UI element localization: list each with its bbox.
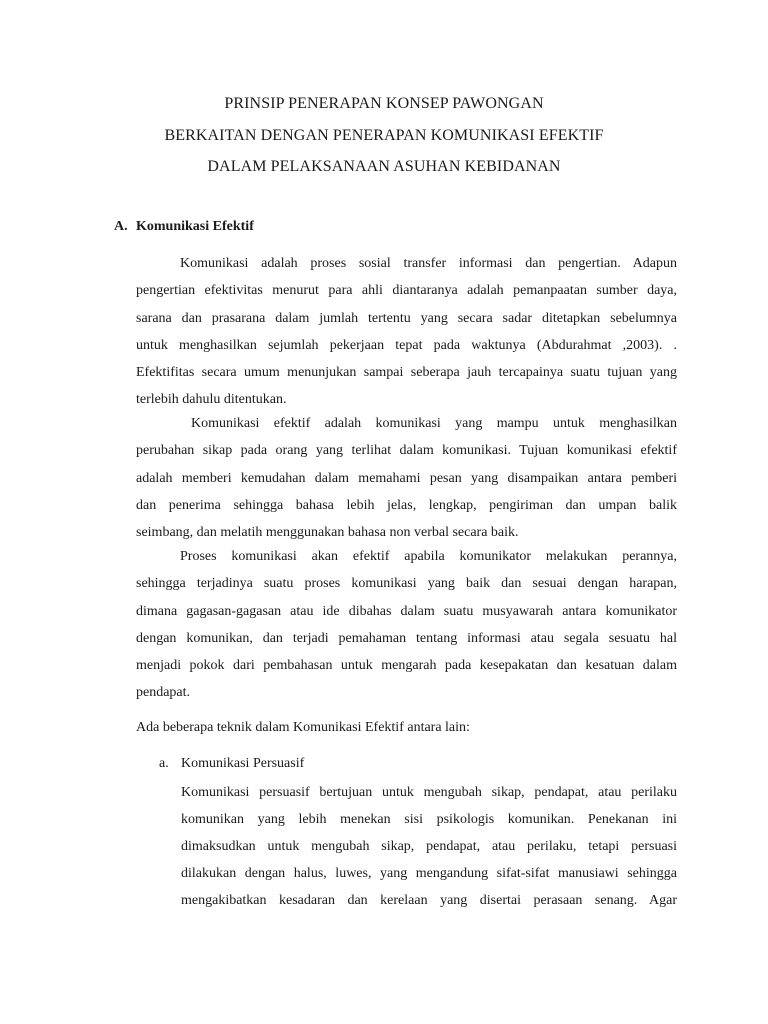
paragraph-3-line: dengan komunikan, dan terjadi pemahaman tentang informasi atau segala sesuatu hal — [136, 630, 677, 646]
document-title-line-3: DALAM PELAKSANAAN ASUHAN KEBIDANAN — [207, 158, 561, 175]
paragraph-2-line: seimbang, dan melatih menggunakan bahasa non verbal secara baik. — [136, 525, 519, 541]
document-title-line-1: PRINSIP PENERAPAN KONSEP PAWONGAN — [224, 95, 544, 112]
subsection-a-line: Komunikasi persuasif bertujuan untuk mengubah sikap, pendapat, atau perilaku — [181, 785, 677, 800]
techniques-intro: Ada beberapa teknik dalam Komunikasi Efektif antara lain: — [136, 720, 470, 735]
paragraph-2-line: Komunikasi efektif adalah komunikasi yang mampu untuk menghasilkan — [191, 416, 677, 431]
paragraph-3-line: menjadi pokok dari pembahasan untuk mengarah pada kesepakatan dan kesatuan dalam — [136, 658, 677, 674]
paragraph-1-line: untuk menghasilkan sejumlah pekerjaan tepat pada waktunya (Abdurahmat ,2003). . — [136, 337, 677, 353]
subsection-a-line: komunikan yang lebih menekan sisi psikologis komunikan. Penekanan ini — [181, 812, 677, 827]
subsection-a-line: mengakibatkan kesadaran dan kerelaan yang disertai perasaan senang. Agar — [181, 893, 677, 908]
paragraph-1-line: Komunikasi adalah proses sosial transfer informasi dan pengertian. Adapun — [180, 256, 677, 271]
paragraph-3-line: pendapat. — [136, 685, 191, 701]
paragraph-1-line: pengertian efektivitas menurut para ahli diantaranya adalah pemanpaatan sumber daya, — [136, 283, 677, 299]
section-a-marker: A. — [114, 219, 128, 234]
paragraph-1-line: terlebih dahulu ditentukan. — [136, 392, 287, 408]
subsection-a-line: dilakukan dengan halus, luwes, yang mengandung sifat-sifat manusiawi sehingga — [181, 866, 677, 881]
subsection-a-heading — [159, 755, 304, 773]
subsection-a-title: Komunikasi Persuasif — [181, 756, 305, 771]
document-title-line-2: BERKAITAN DENGAN PENERAPAN KOMUNIKASI EFEKTIF — [164, 127, 604, 144]
subsection-a-line: dimaksudkan untuk mengubah sikap, pendapat, atau perilaku, tetapi persuasi — [181, 839, 677, 854]
paragraph-3-line: dimana gagasan-gagasan atau ide dibahas dalam suatu musyawarah antara komunikator — [136, 603, 677, 619]
paragraph-2-line: adalah memberi kemudahan dalam memahami pesan yang disampaikan antara pemberi — [136, 470, 677, 486]
paragraph-3 — [136, 543, 677, 707]
paragraph-1-line: sarana dan prasarana dalam jumlah tertentu yang secara sadar ditetapkan sebelumnya — [136, 310, 677, 326]
subsection-a-paragraph — [181, 779, 677, 914]
subsection-a-marker: a. — [159, 756, 169, 771]
section-a-title: Komunikasi Efektif — [136, 219, 254, 234]
paragraph-2 — [136, 410, 677, 546]
paragraph-3-line: sehingga terjadinya suatu proses komunikasi yang baik dan sesuai dengan harapan, — [136, 576, 677, 592]
paragraph-1 — [136, 250, 677, 414]
section-a-heading — [114, 218, 254, 236]
paragraph-3-line: Proses komunikasi akan efektif apabila komunikator melakukan perannya, — [180, 549, 677, 564]
paragraph-2-line: dan penerima sehingga bahasa lebih jelas, lengkap, pengiriman dan umpan balik — [136, 497, 677, 513]
paragraph-2-line: perubahan sikap pada orang yang terlihat dalam komunikasi. Tujuan komunikasi efektif — [136, 443, 677, 459]
paragraph-1-line: Efektifitas secara umum menunjukan sampai seberapa jauh tercapainya suatu tujuan yang — [136, 365, 677, 381]
